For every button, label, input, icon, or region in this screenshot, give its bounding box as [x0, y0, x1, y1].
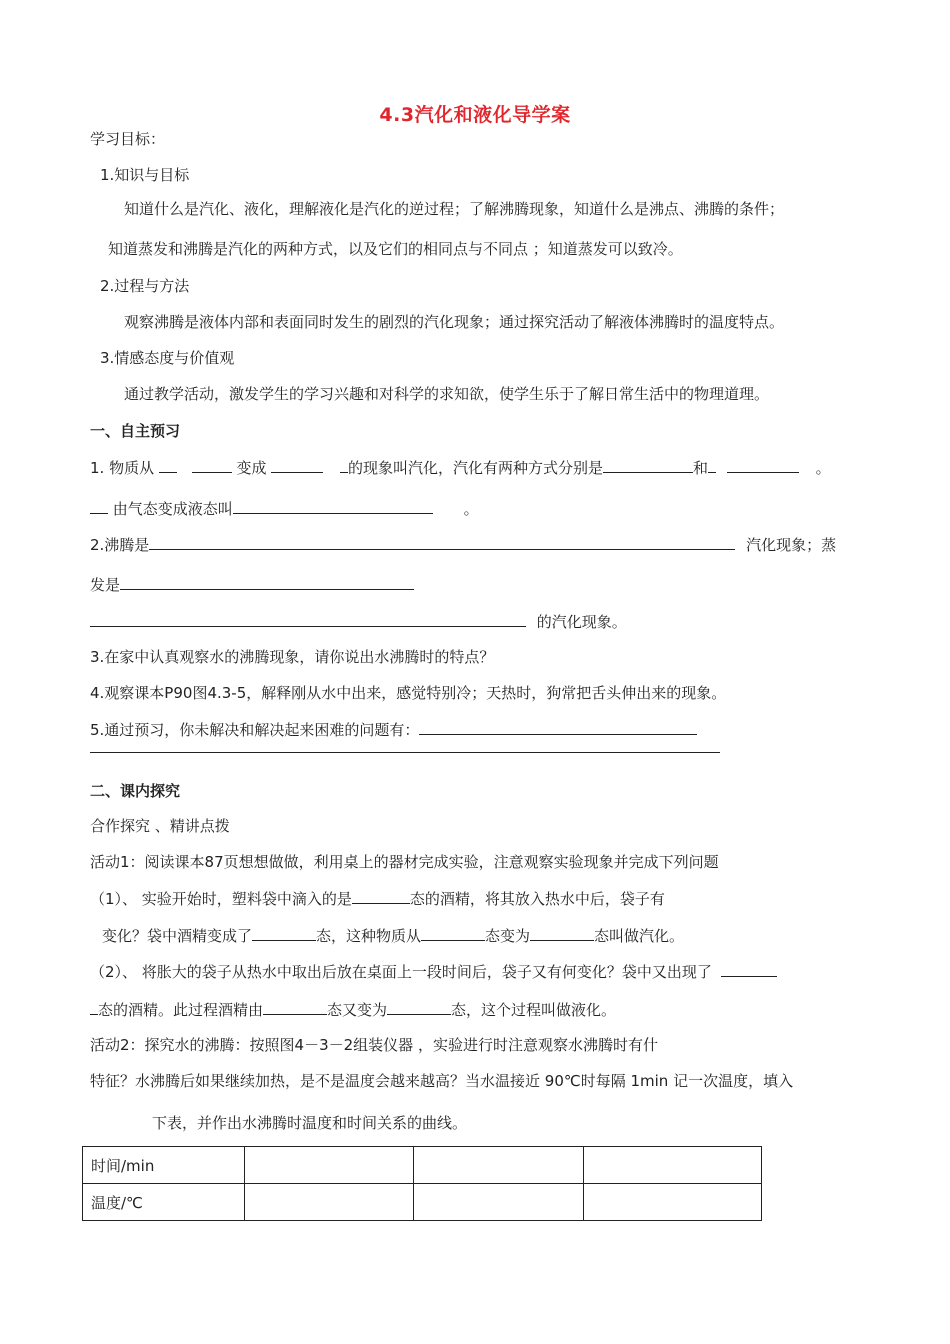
table-cell[interactable] — [244, 1184, 414, 1221]
q1b-blank[interactable] — [233, 497, 433, 514]
table-cell[interactable] — [584, 1184, 762, 1221]
knowledge-line-1: 知道什么是汽化、液化，理解液化是汽化的逆过程；了解沸腾现象，知道什么是沸点、沸腾的条件； — [124, 200, 785, 218]
question-5-cont — [90, 736, 720, 759]
q2-blank-1[interactable] — [149, 533, 735, 550]
a1-q1-text-f: 态叫做汽化。 — [594, 927, 685, 945]
activity-1-q2-cont — [90, 998, 616, 1021]
a1-q1-text-a: （1）、 实验开始时，塑料袋中滴入的是 — [90, 890, 352, 908]
emotion-line: 通过教学活动，激发学生的学习兴趣和对科学的求知欲，使学生乐于了解日常生活中的物理道理。 — [124, 385, 770, 403]
q2-blank-2[interactable] — [120, 573, 414, 590]
objectives-heading: 学习目标： — [90, 130, 166, 148]
q1-text-d: 和 — [693, 459, 709, 477]
q5-blank-1[interactable] — [419, 718, 697, 735]
table-cell[interactable] — [584, 1147, 762, 1184]
question-1b — [90, 497, 479, 520]
table-cell[interactable] — [244, 1147, 414, 1184]
question-3: 3.在家中认真观察水的沸腾现象，请你说出水沸腾时的特点？ — [90, 648, 495, 666]
process-label: 2.过程与方法 — [100, 277, 190, 295]
a1-q2-text-a: （2）、 将胀大的袋子从热水中取出后放在桌面上一段时间后，袋子又有何变化？袋中又出现了 — [90, 963, 712, 981]
a1-q2-blank-1[interactable] — [721, 960, 777, 977]
question-1 — [90, 456, 831, 479]
q1-blank-2b[interactable] — [340, 456, 348, 473]
q2-text-d: 的汽化现象。 — [536, 613, 627, 631]
a1-q2-text-b: 态的酒精。此过程酒精由 — [98, 1001, 264, 1019]
a1-q1-text-e: 态变为 — [485, 927, 531, 945]
question-2-end — [90, 610, 627, 633]
q1-blank-2[interactable] — [271, 456, 323, 473]
a1-q1-blank-3[interactable] — [421, 924, 485, 941]
q1-text-b: 变成 — [236, 459, 267, 477]
q1b-period: 。 — [463, 500, 479, 518]
question-2-cont — [90, 573, 414, 596]
temperature-time-table — [82, 1146, 762, 1221]
q5-blank-2[interactable] — [90, 736, 720, 753]
a1-q1-blank-2[interactable] — [252, 924, 316, 941]
a1-q2-blank-2[interactable] — [263, 998, 327, 1015]
q2-blank-3[interactable] — [90, 610, 526, 627]
activity-2-line-1: 活动2：探究水的沸腾：按照图4－3－2组装仪器 ，实验进行时注意观察水沸腾时有什 — [90, 1036, 658, 1054]
q2-text-b: 汽化现象；蒸 — [746, 536, 837, 554]
q1b-blank-lead[interactable] — [90, 497, 108, 514]
a1-q1-blank-1[interactable] — [352, 887, 410, 904]
page-title: 4.3汽化和液化导学案 — [379, 104, 571, 126]
activity-2-line-2: 特征？水沸腾后如果继续加热，是不是温度会越来越高？当水温接近 90℃时每隔 1min 记一次温度，填入 — [90, 1072, 794, 1090]
a1-q2-text-d: 态，这个过程叫做液化。 — [451, 1001, 617, 1019]
q1-blank-1b[interactable] — [192, 456, 232, 473]
a1-q2-text-c: 态又变为 — [327, 1001, 388, 1019]
q5-text: 5.通过预习，你未解决和解决起来困难的问题有： — [90, 721, 420, 739]
activity-1-intro: 活动1：阅读课本87页想想做做，利用桌上的器材完成实验，注意观察实验现象并完成下列问题 — [90, 853, 719, 871]
question-4: 4.观察课本P90图4.3-5，解释刚从水中出来，感觉特别冷；天热时，狗常把舌头伸出来的现象。 — [90, 684, 727, 702]
row-label-time: 时间/min — [83, 1147, 245, 1184]
a1-q2-blank-1b[interactable] — [90, 998, 98, 1015]
table-row — [83, 1147, 762, 1184]
q1-blank-4[interactable] — [727, 456, 799, 473]
q1-text-c: 的现象叫汽化，汽化有两种方式分别是 — [348, 459, 604, 477]
q2-text-c: 发是 — [90, 576, 121, 594]
knowledge-line-2: 知道蒸发和沸腾是汽化的两种方式，以及它们的相同点与不同点 ；知道蒸发可以致冷。 — [108, 240, 683, 258]
row-label-temperature: 温度/℃ — [83, 1184, 245, 1221]
q1b-text: 由气态变成液态叫 — [112, 500, 233, 518]
explore-subheading: 合作探究 、精讲点拨 — [90, 817, 230, 835]
table-cell[interactable] — [414, 1184, 584, 1221]
emotion-label: 3.情感态度与价值观 — [100, 349, 235, 367]
activity-2-line-3: 下表，并作出水沸腾时温度和时间关系的曲线。 — [152, 1114, 468, 1132]
process-line: 观察沸腾是液体内部和表面同时发生的剧烈的汽化现象；通过探究活动了解液体沸腾时的温度特点。 — [124, 313, 785, 331]
activity-1-q2 — [90, 960, 777, 983]
a1-q1-text-c: 变化？袋中酒精变成了 — [102, 927, 253, 945]
section-explore-heading: 二、课内探究 — [90, 782, 181, 800]
a1-q1-blank-4[interactable] — [530, 924, 594, 941]
table-row — [83, 1184, 762, 1221]
section-preview-heading: 一、自主预习 — [90, 422, 181, 440]
question-2 — [90, 533, 836, 556]
table-cell[interactable] — [414, 1147, 584, 1184]
a1-q1-text-b: 态的酒精，将其放入热水中后，袋子有 — [409, 890, 665, 908]
q1-period: 。 — [815, 459, 831, 477]
q1-blank-3[interactable] — [603, 456, 693, 473]
a1-q2-blank-3[interactable] — [387, 998, 451, 1015]
knowledge-label: 1.知识与目标 — [100, 166, 190, 184]
q1-blank-1a[interactable] — [159, 456, 177, 473]
q1-text-a: 1. 物质从 — [90, 459, 155, 477]
q1-blank-4a[interactable] — [708, 456, 716, 473]
a1-q1-text-d: 态，这种物质从 — [316, 927, 422, 945]
q2-text-a: 2.沸腾是 — [90, 536, 150, 554]
activity-1-q1-cont — [102, 924, 684, 947]
activity-1-q1 — [90, 887, 665, 910]
